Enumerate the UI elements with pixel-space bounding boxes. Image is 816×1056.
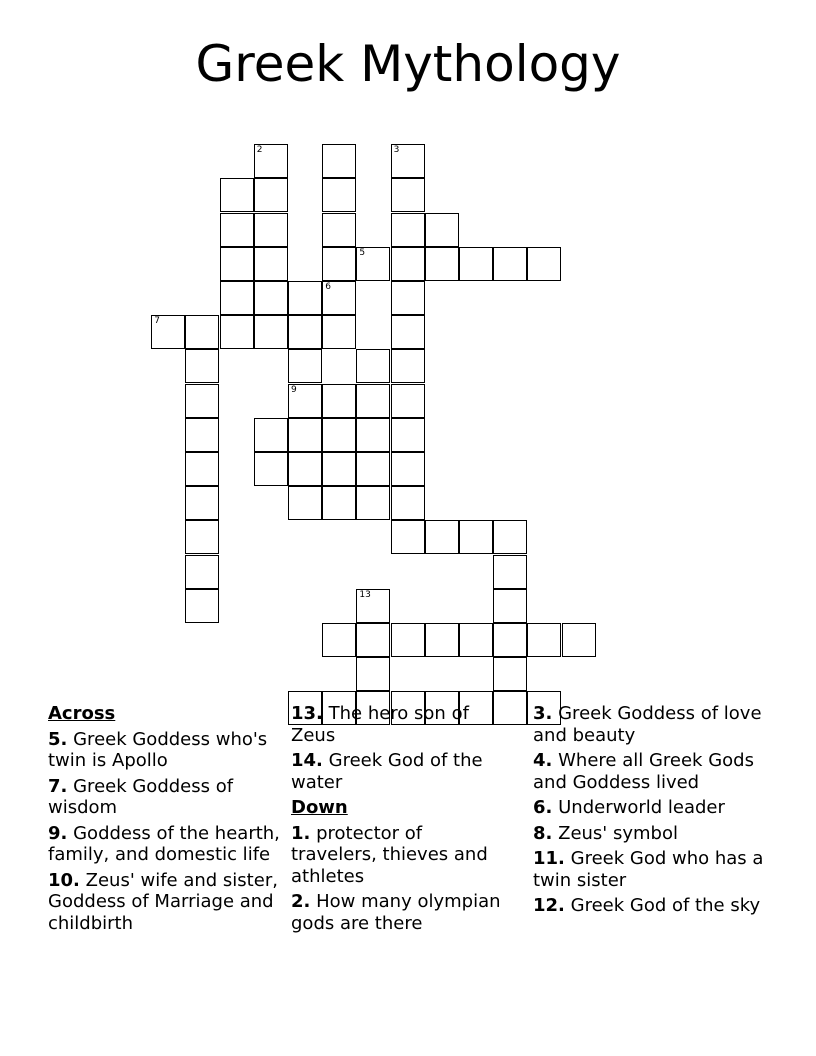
clue-down-12: 12. Greek God of the sky [533,895,761,916]
grid-cell[interactable] [322,247,356,281]
grid-cell[interactable] [220,281,254,315]
clue-number: 2 [256,145,263,156]
grid-cell[interactable] [288,452,322,486]
clue-down-6: 6. Underworld leader [533,797,725,818]
grid-cell[interactable] [322,281,356,315]
grid-cell[interactable] [322,384,356,418]
grid-cell[interactable] [356,589,390,623]
clue-number: 3 [393,145,400,156]
clue-number: 7 [154,316,160,327]
down-heading: Down [291,797,348,818]
grid-cell[interactable] [151,315,185,349]
grid-cell[interactable] [322,213,356,247]
grid-cell[interactable] [254,281,288,315]
clues-column-2 [291,703,513,938]
grid-cell[interactable] [288,281,322,315]
grid-cell[interactable] [493,623,527,657]
clue-across-13: 13. The hero son of Zeus [291,703,469,746]
grid-cell[interactable] [288,418,322,452]
grid-cell[interactable] [391,144,425,178]
grid-cell[interactable] [254,178,288,212]
grid-cell[interactable] [493,589,527,623]
grid-cell[interactable] [322,452,356,486]
grid-cell[interactable] [493,247,527,281]
clue-number: 9 [291,384,297,395]
clue-across-9: 9. Goddess of the hearth, family, and domestic life [48,822,280,865]
grid-cell[interactable] [254,315,288,349]
grid-cell[interactable] [254,247,288,281]
grid-cell[interactable] [356,623,390,657]
grid-cell[interactable] [220,247,254,281]
clue-down-3: 3. Greek Goddess of love and beauty [533,703,762,746]
grid-cell[interactable] [185,349,219,383]
clue-down-8: 8. Zeus' symbol [533,822,678,844]
grid-cell[interactable] [391,315,425,349]
grid-cell[interactable] [425,213,459,247]
grid-cell[interactable] [493,657,527,691]
grid-cell[interactable] [391,247,425,281]
grid-cell[interactable] [391,349,425,383]
grid-cell[interactable] [288,384,322,418]
clue-across-5: 5. Greek Goddess who's twin is Apollo [48,728,268,771]
grid-cell[interactable] [391,486,425,520]
grid-cell[interactable] [322,144,356,178]
clue-down-11: 11. Greek God who has a twin sister [533,848,764,891]
grid-cell[interactable] [220,213,254,247]
grid-cell[interactable] [391,281,425,315]
grid-cell[interactable] [322,418,356,452]
clue-down-2: 2. How many olympian gods are there [291,891,501,934]
clue-number: 6 [325,282,331,292]
grid-cell[interactable] [254,418,288,452]
clues-column-3 [533,703,773,921]
grid-cell[interactable] [425,247,459,281]
grid-cell[interactable] [425,623,459,657]
grid-cell[interactable] [356,384,390,418]
grid-cell[interactable] [527,247,561,281]
grid-cell[interactable] [220,178,254,212]
clue-number: 5 [359,247,366,258]
grid-cell[interactable] [185,315,219,349]
grid-cell[interactable] [322,623,356,657]
grid-cell[interactable] [391,384,425,418]
grid-cell[interactable] [185,520,219,554]
grid-cell[interactable] [356,247,390,281]
across-heading: Across [48,703,116,724]
clue-number: 13 [359,589,371,600]
grid-cell[interactable] [185,384,219,418]
puzzle-title: Greek Mythology [195,35,621,93]
grid-cell[interactable] [254,213,288,247]
grid-cell[interactable] [288,349,322,383]
grid-cell[interactable] [493,520,527,554]
grid-cell[interactable] [527,623,561,657]
clue-across-10: 10. Zeus' wife and sister, Goddess of Marriage and childbirth [48,869,278,934]
grid-cell[interactable] [459,623,493,657]
clue-down-4: 4. Where all Greek Gods and Goddess lived [533,750,754,793]
grid-cell[interactable] [185,589,219,623]
grid-cell[interactable] [391,178,425,212]
grid-cell[interactable] [562,623,596,657]
grid-cell[interactable] [322,315,356,349]
grid-cell[interactable] [391,213,425,247]
grid-cell[interactable] [356,486,390,520]
grid-cell[interactable] [493,555,527,589]
grid-cell[interactable] [254,144,288,178]
grid-cell[interactable] [322,178,356,212]
grid-cell[interactable] [356,349,390,383]
clues-column-1 [48,703,284,938]
grid-cell[interactable] [356,657,390,691]
grid-cell[interactable] [425,520,459,554]
grid-cell[interactable] [391,623,425,657]
grid-cell[interactable] [356,452,390,486]
grid-cell[interactable] [185,486,219,520]
grid-cell[interactable] [185,555,219,589]
grid-cell[interactable] [391,520,425,554]
grid-cell[interactable] [288,486,322,520]
grid-cell[interactable] [185,452,219,486]
grid-cell[interactable] [356,418,390,452]
grid-cell[interactable] [459,247,493,281]
grid-cell[interactable] [220,315,254,349]
grid-cell[interactable] [254,452,288,486]
grid-cell[interactable] [459,520,493,554]
grid-cell[interactable] [391,418,425,452]
clue-across-7: 7. Greek Goddess of wisdom [48,775,234,818]
clue-across-14: 14. Greek God of the water [291,750,483,793]
grid-cell[interactable] [185,418,219,452]
grid-cell[interactable] [288,315,322,349]
grid-cell[interactable] [391,452,425,486]
grid-cell[interactable] [322,486,356,520]
clue-down-1: 1. protector of travelers, thieves and athletes [291,822,488,887]
